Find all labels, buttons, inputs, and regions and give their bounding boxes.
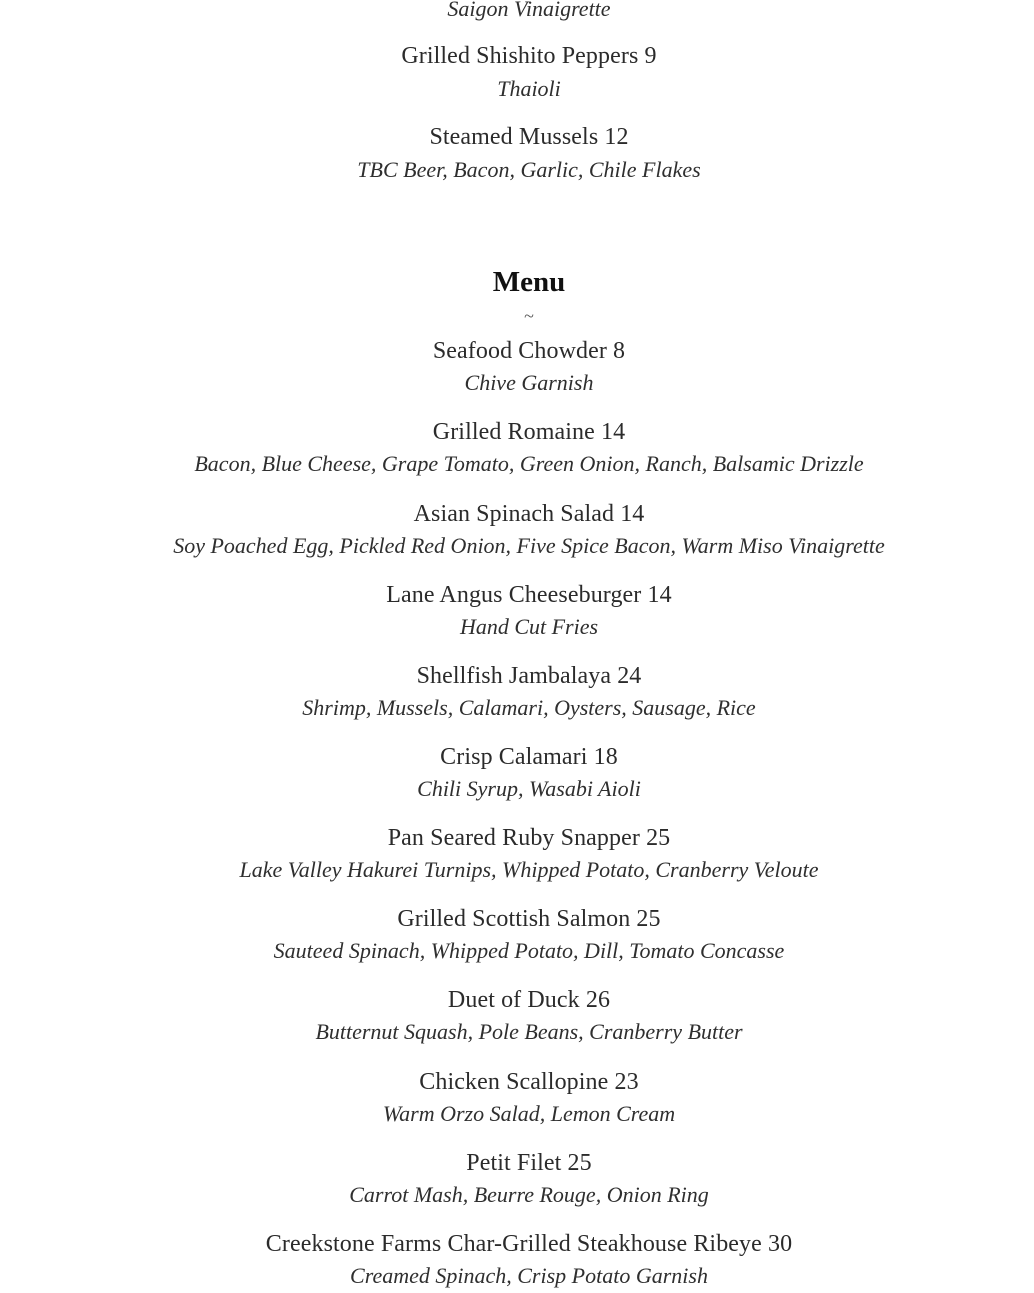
menu-item-description: Hand Cut Fries [459,614,599,639]
menu-item-name: Grilled Romaine 14 [432,419,626,445]
menu-item-name: Seafood Chowder 8 [432,338,626,364]
menu-item-name: Grilled Scottish Salmon 25 [397,906,661,932]
menu-item-description: Butternut Squash, Pole Beans, Cranberry Butter [315,1019,743,1044]
menu-item-name: Asian Spinach Salad 14 [413,501,645,527]
menu-heading: Menu [492,266,566,298]
menu-item-description: Bacon, Blue Cheese, Grape Tomato, Green Onion, Ranch, Balsamic Drizzle [194,451,864,476]
menu-item-description: Shrimp, Mussels, Calamari, Oysters, Sausage, Rice [302,695,756,720]
menu-item-description: Lake Valley Hakurei Turnips, Whipped Potato, Cranberry Veloute [239,857,819,882]
starter-name: Grilled Shishito Peppers 9 [401,43,657,69]
menu-item-description: Sauteed Spinach, Whipped Potato, Dill, Tomato Concasse [273,938,785,963]
menu-item-description: Carrot Mash, Beurre Rouge, Onion Ring [349,1182,709,1207]
starter-name: Steamed Mussels 12 [429,124,629,150]
menu-divider: ~ [524,306,534,326]
menu-item-description: Warm Orzo Salad, Lemon Cream [382,1101,676,1126]
menu-item-name: Duet of Duck 26 [447,987,611,1013]
starter-description: Saigon Vinaigrette [447,0,611,21]
menu-item-name: Shellfish Jambalaya 24 [416,663,642,689]
starter-description: Thaioli [497,76,561,101]
menu-item-name: Creekstone Farms Char-Grilled Steakhouse Ribeye 30 [265,1231,793,1257]
starter-description: TBC Beer, Bacon, Garlic, Chile Flakes [357,157,701,182]
menu-item-name: Pan Seared Ruby Snapper 25 [387,825,671,851]
menu-item-description: Chive Garnish [464,370,594,395]
menu-item-description: Soy Poached Egg, Pickled Red Onion, Five Spice Bacon, Warm Miso Vinaigrette [173,533,885,558]
menu-item-name: Lane Angus Cheeseburger 14 [386,582,672,608]
menu-item-name: Petit Filet 25 [466,1150,592,1176]
menu-item-name: Crisp Calamari 18 [440,744,618,770]
menu-item-name: Chicken Scallopine 23 [419,1069,639,1095]
menu-item-description: Chili Syrup, Wasabi Aioli [417,776,641,801]
menu-item-description: Creamed Spinach, Crisp Potato Garnish [350,1263,708,1288]
